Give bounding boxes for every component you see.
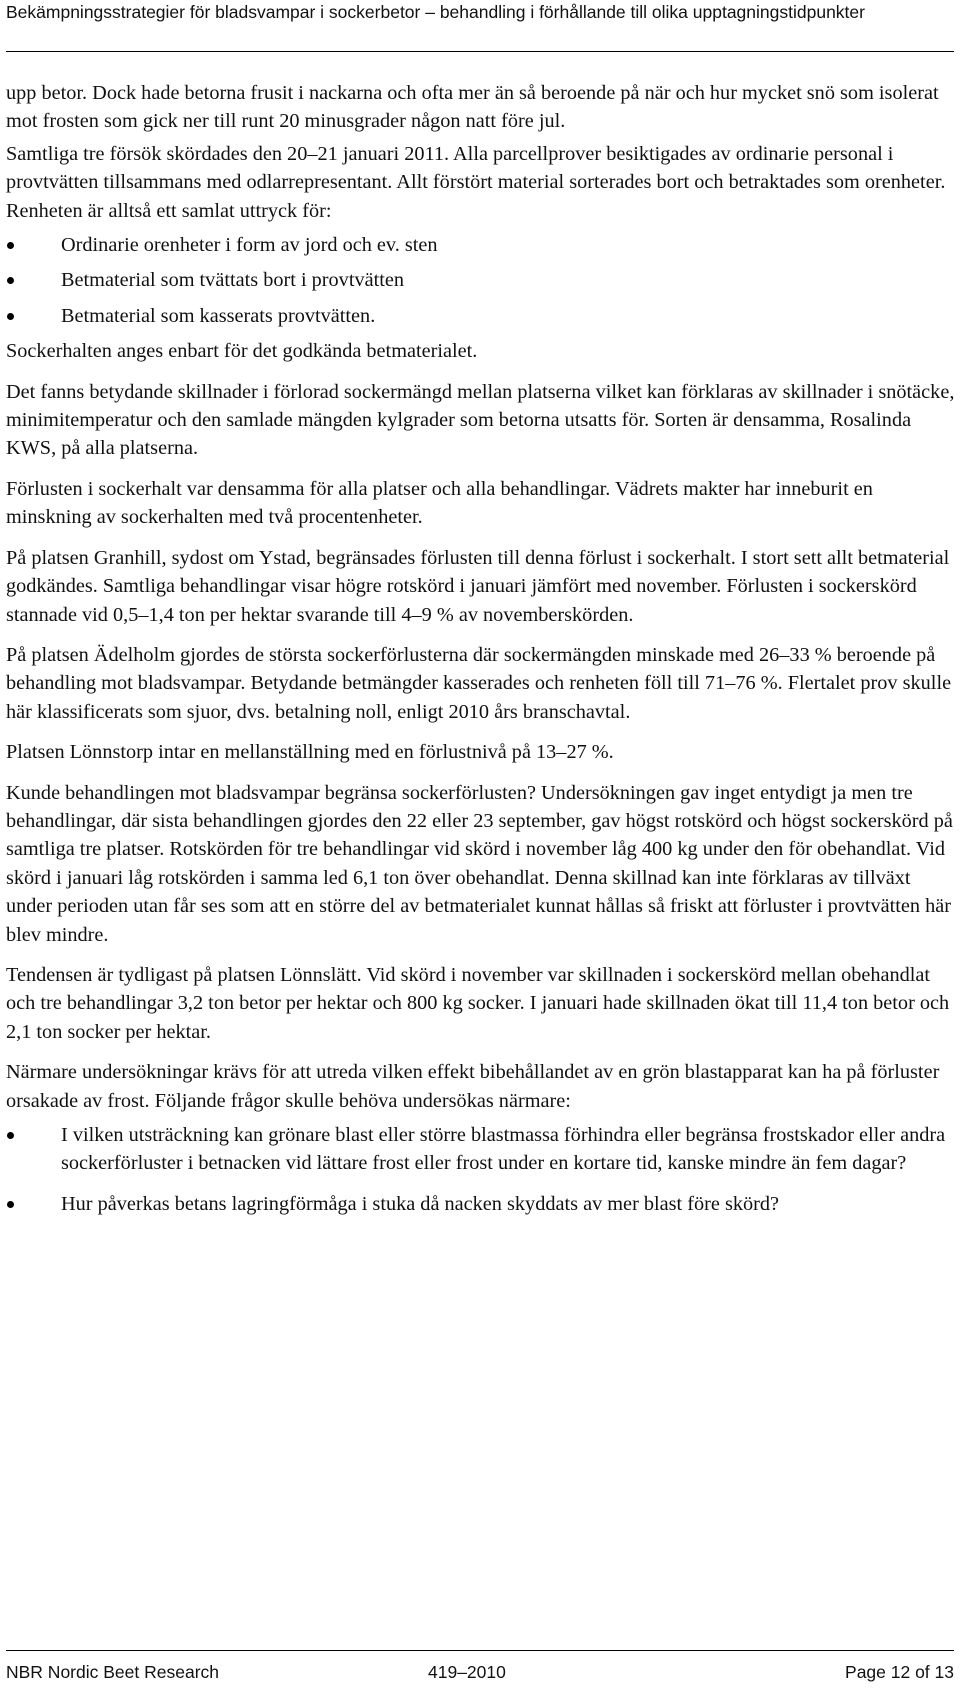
paragraph-further-study: Närmare undersökningar krävs för att utreda vilken effekt bibehållandet av en grön blastapparat kan ha på förluster orsakade av frost. Följande frågor skulle behöva undersökas närmare: [6, 1061, 940, 1112]
purity-list [6, 231, 958, 330]
paragraph-adelholm: På platsen Ädelholm gjordes de största sockerförlusterna där sockermängden minskade med 26–33 % beroende på behandling mot bladsvampar. Betydande betmängder kasserades och renheten föll till 71–76 %. Flertalet prov skulle här klassificerats som sjuor, dvs. betalning noll, enligt 2010 års branschavtal. [6, 643, 952, 723]
document-body [6, 79, 958, 1230]
page-footer [6, 1659, 954, 1685]
footer-organization: NBR Nordic Beet Research [6, 1662, 219, 1682]
paragraph-differences: Det fanns betydande skillnader i förlorad sockermängd mellan platserna vilket kan förklaras av skillnader i snötäcke, minimitemperatur och den samlade mängden kylgrader som betorna utsatts för. Sorten är densamma, Rosalinda KWS, på alla platserna. [6, 380, 955, 460]
paragraph-treatment: Kunde behandlingen mot bladsvampar begränsa sockerförlusten? Undersökningen gav inget entydigt ja men tre behandlingar, där sista behandlingen gjordes den 22 eller 23 september, gav högst rotskörd och högst sockerskörd på samtliga tre platser. Rotskörden för tre behandlingar vid skörd i november låg 400 kg under den för obehandlat. Vid skörd i januari låg rotskörden i samma led 6,1 ton över obehandlat. Denna skillnad kan inte förklaras av tillväxt under perioden utan får ses som att en större del av betmaterialet kunnat hållas så friskt att förluster i provtvätten här blev mindre. [6, 781, 953, 946]
header-divider [6, 51, 954, 52]
question-list [6, 1121, 958, 1218]
list-item: Betmaterial som kasserats provtvätten. [6, 302, 958, 330]
list-item: I vilken utsträckning kan grönare blast eller större blastmassa förhindra eller begränsa frostskador eller andra sockerförluster i betnacken vid lättare frost eller frost under en kortare tid, kanske mindre än fem dagar? [6, 1121, 958, 1178]
running-header: Bekämpningsstrategier för bladsvampar i sockerbetor – behandling i förhållande till olika upptagningstidpunkter [6, 2, 865, 22]
list-item: Ordinarie orenheter i form av jord och ev. sten [6, 231, 958, 259]
paragraph-lonnslatt: Tendensen är tydligast på platsen Lönnslätt. Vid skörd i november var skillnaden i sockerskörd mellan obehandlat och tre behandlingar 3,2 ton betor per hektar och 800 kg socker. I januari hade skillnaden ökat till 11,4 ton betor och 2,1 ton socker per hektar. [6, 963, 950, 1043]
list-item: Betmaterial som tvättats bort i provtvätten [6, 266, 958, 294]
paragraph-sugar-content: Sockerhalten anges enbart för det godkända betmaterialet. [6, 340, 478, 363]
paragraph-harvest: Samtliga tre försök skördades den 20–21 januari 2011. Alla parcellprover besiktigades av ordinarie personal i provtvätten tillsammans med odlarrepresentant. Allt förstört material sorterades bort och betraktades som orenheter. Renheten är alltså ett samlat uttryck för: [6, 142, 946, 222]
paragraph-granhill: På platsen Granhill, sydost om Ystad, begränsades förlusten till denna förlust i sockerhalt. I stort sett allt betmaterial godkändes. Samtliga behandlingar visar högre rotskörd i januari jämfört med november. Förlusten i sockerskörd stannade vid 0,5–1,4 ton per hektar svarande till 4–9 % av novemberskörden. [6, 546, 950, 626]
paragraph-sugar-loss: Förlusten i sockerhalt var densamma för alla platser och alla behandlingar. Vädrets makter har inneburit en minskning av sockerhalten med två procentenheter. [6, 477, 873, 529]
footer-report-number: 419–2010 [428, 1662, 506, 1682]
paragraph-lonnstorp: Platsen Lönnstorp intar en mellanställning med en förlustnivå på 13–27 %. [6, 741, 614, 764]
footer-divider [6, 1650, 954, 1651]
paragraph-intro: upp betor. Dock hade betorna frusit i nackarna och ofta mer än så beroende på när och hur mycket snö som isolerat mot frosten som gick ner till runt 20 minusgrader någon natt före jul. [6, 82, 939, 133]
footer-page-number: Page 12 of 13 [845, 1662, 954, 1682]
list-item: Hur påverkas betans lagringförmåga i stuka då nacken skyddats av mer blast före skörd? [6, 1190, 958, 1218]
